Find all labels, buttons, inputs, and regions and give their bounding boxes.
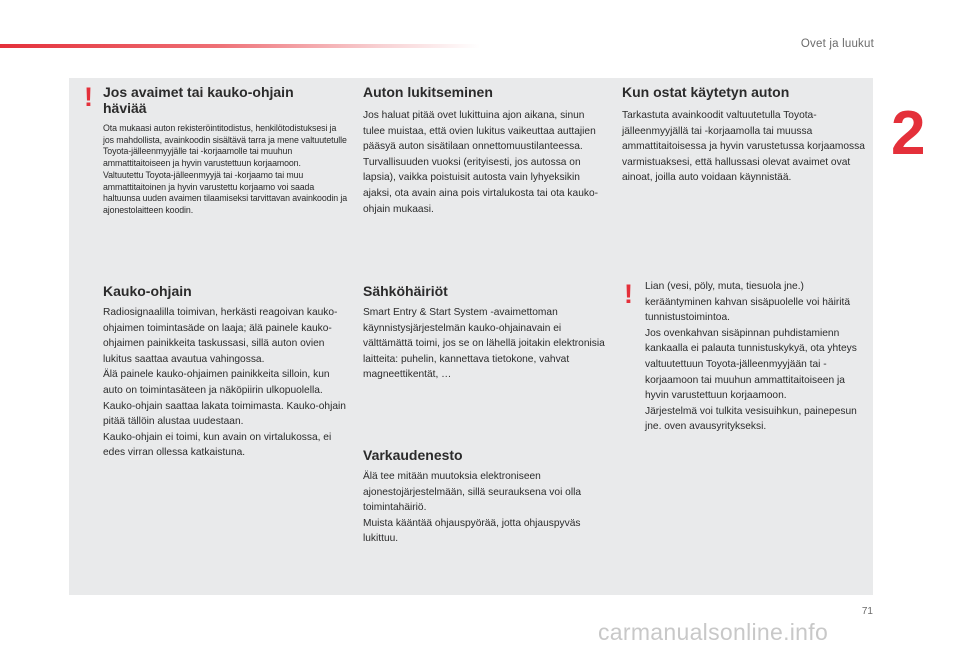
interference-body: Smart Entry & Start System -avaimettoman käynnistysjärjestelmän kauko-ohjainavain ei välttämättä toimi, jos se on lähellä joitakin elektronisia laitteita: puhelin, kannettava tietokone, vahvat magneettikentät, … — [363, 307, 605, 381]
chapter-number: 2 — [891, 99, 926, 168]
remote-title: Kauko-ohjain — [103, 283, 192, 299]
header-accent-line — [0, 44, 480, 48]
watermark: carmanualsonline.info — [598, 619, 829, 645]
used-car-title: Kun ostat käytetyn auton — [622, 84, 790, 100]
warning-keys-body: Ota mukaasi auton rekisteröintitodistus, henkilötodistuksesi ja jos mahdollista, avainkoodin sisältävä tarra ja mene valtuutetulle Toyota-jälleenmyyjälle tai -korjaamolle tai muuhun ammattitaitoiseen ja hyvin varustettuun korjaamoon. Valtuutettu Toyota-jälleenmyyjä tai -korjaamo tai muu ammattitaitoinen ja hyvin varustettu korjaamo voi saada haltuunsa uuden avaimen tilaamiseksi tarvittavan avainkoodin ja ajonestolaitteen koodin. — [103, 123, 348, 215]
warning-exclamation-icon: ! — [624, 279, 633, 309]
warning-exclamation-icon: ! — [84, 82, 93, 112]
warning-handle-body: Lian (vesi, pöly, muta, tiesuola jne.) kerääntyminen kahvan sisäpuolelle voi häiritä tunnistustoimintoa. Jos ovenkahvan sisäpinnan puhdistamienn kankaalla ei palauta tunnistuskykyä, ota yhteys valtuutettuun Toyota-jälleenmyyjään tai -korjaamoon tai muuhun ammattitaitoiseen ja hyvin varustettuun korjaamoon. Järjestelmä voi tulkita vesisuihkun, painepesun jne. oven avausyritykseksi. — [645, 281, 857, 433]
page-number: 71 — [861, 606, 873, 617]
used-car-body: Tarkastuta avainkoodit valtuutetulla Toyota-jälleenmyyjällä tai -korjaamolla tai muussa ammattitaitoisessa ja hyvin varustetussa korjaamossa varmistuaksesi, että hallussasi olevat avaimet ovat ainoat, joilla auto voidaan käynnistää. — [622, 110, 865, 184]
antitheft-body: Älä tee mitään muutoksia elektroniseen ajonestojärjestelmään, sillä seurauksena voi olla toimintahäiriö. Muista kääntää ohjauspyörää, jotta ohjauspyväs lukittuu. — [363, 471, 582, 545]
locking-body: Jos haluat pitää ovet lukittuina ajon aikana, sinun tulee muistaa, että ovien lukitus vaikeuttaa auttajien pääsyä auton sisätilaan onnettomuustilanteessa. Turvallisuuden vuoksi (erityisesti, jos autossa on lapsia), vaikka poistuisit autosta vain lyhyeksikin ajaksi, ota avain aina pois virtalukosta tai ota kauko-ohjain mukaasi. — [363, 110, 599, 215]
interference-title: Sähköhäiriöt — [363, 283, 448, 299]
section-title: Ovet ja luukut — [800, 38, 874, 50]
warning-keys-title: Jos avaimet tai kauko-ohjain häviää — [103, 84, 294, 116]
antitheft-title: Varkaudenesto — [363, 447, 463, 463]
remote-body: Radiosignaalilla toimivan, herkästi reagoivan kauko-ohjaimen toimintasäde on laaja; älä painele kauko-ohjaimen painikkeita taskussasi, sillä auton ovien lukitus saattaa avautua vahingossa. Älä painele kauko-ohjaimen painikkeita silloin, kun auto on toimintasäteen ja näköpiirin ulkopuolella. Kauko-ohjain saattaa lakata toimimasta. Kauko-ohjain pitää tällöin alustaa uudestaan. Kauko-ohjain ei toimi, kun avain on virtalukossa, ei edes virran ollessa katkaistuna. — [103, 307, 346, 459]
locking-title: Auton lukitseminen — [363, 84, 493, 100]
